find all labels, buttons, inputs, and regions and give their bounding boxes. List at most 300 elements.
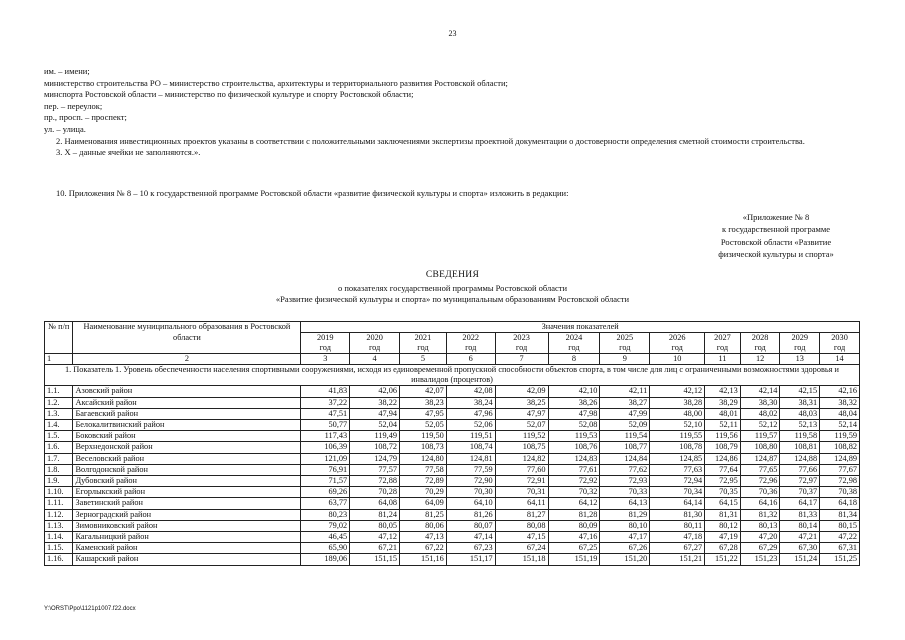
indicator-value: 189,06: [301, 554, 350, 565]
indicator-value: 52,13: [780, 420, 820, 431]
indicator-value: 81,25: [400, 509, 447, 520]
indicator-value: 64,12: [548, 498, 600, 509]
indicator-value: 67,28: [705, 543, 741, 554]
column-index: 4: [350, 354, 400, 365]
indicator-value: 67,24: [495, 543, 548, 554]
row-number: 1.16.: [45, 554, 73, 565]
year-value: 2029: [791, 333, 809, 343]
indicator-value: 64,10: [446, 498, 495, 509]
header-values: Значения показателей: [301, 322, 860, 333]
note-3: 3. Х – данные ячейки не заполняются.».: [56, 147, 201, 158]
indicator-value: 124,89: [820, 453, 860, 464]
indicator-value: 108,82: [820, 442, 860, 453]
indicator-value: 117,43: [301, 431, 350, 442]
indicator-value: 72,98: [820, 476, 860, 487]
year-value: 2026: [668, 333, 686, 343]
note-line: пер. – переулок;: [44, 100, 103, 111]
indicator-value: 72,89: [400, 476, 447, 487]
indicator-value: 119,54: [600, 431, 650, 442]
indicator-value: 47,97: [495, 408, 548, 419]
document-subtitle: [0, 283, 905, 305]
indicator-value: 47,17: [600, 532, 650, 543]
row-number: 1.7.: [45, 453, 73, 464]
indicator-value: 77,60: [495, 464, 548, 475]
section-row: [45, 365, 860, 386]
indicator-value: 119,49: [350, 431, 400, 442]
year-unit: год: [368, 343, 381, 353]
indicator-value: 81,24: [350, 509, 400, 520]
indicator-value: 72,94: [650, 476, 705, 487]
indicator-value: 81,31: [705, 509, 741, 520]
municipality-name: Дубовский район: [73, 476, 301, 487]
indicator-value: 38,32: [820, 397, 860, 408]
header-name: Наименование муниципального образования в Ростовской области: [73, 322, 301, 354]
indicator-value: 119,58: [780, 431, 820, 442]
year-value: 2023: [513, 333, 530, 343]
table-row: [45, 453, 860, 464]
indicator-value: 52,14: [820, 420, 860, 431]
indicator-value: 151,22: [705, 554, 741, 565]
indicator-value: 67,30: [780, 543, 820, 554]
indicator-value: 65,90: [301, 543, 350, 554]
indicator-value: 151,17: [446, 554, 495, 565]
year-value: 2024: [565, 333, 583, 343]
indicator-value: 67,25: [548, 543, 600, 554]
municipality-name: Волгодонской район: [73, 464, 301, 475]
indicator-value: 46,45: [301, 532, 350, 543]
header-index-row: [45, 354, 860, 365]
indicator-value: 151,19: [548, 554, 600, 565]
year-unit: год: [568, 343, 580, 353]
year-unit: год: [319, 343, 331, 353]
indicator-value: 80,10: [600, 520, 650, 531]
indicator-value: 47,16: [548, 532, 600, 543]
indicator-value: 64,17: [780, 498, 820, 509]
indicator-value: 108,78: [650, 442, 705, 453]
indicator-value: 67,26: [600, 543, 650, 554]
indicator-value: 38,24: [446, 397, 495, 408]
indicator-value: 38,27: [600, 397, 650, 408]
indicator-value: 119,57: [740, 431, 780, 442]
indicator-value: 77,59: [446, 464, 495, 475]
indicator-value: 108,77: [600, 442, 650, 453]
indicator-value: 72,93: [600, 476, 650, 487]
indicator-value: 47,14: [446, 532, 495, 543]
appendix-line: к государственной программе: [721, 224, 831, 235]
year-value: 2021: [414, 333, 432, 343]
indicator-value: 70,33: [600, 487, 650, 498]
note-line: минспорта Ростовской области – министерство по физической культуре и спорту Ростовской области;: [44, 89, 414, 100]
indicator-value: 52,05: [400, 420, 447, 431]
indicator-value: 124,86: [705, 453, 741, 464]
indicator-value: 108,74: [446, 442, 495, 453]
table-row: [45, 509, 860, 520]
indicator-value: 38,30: [740, 397, 780, 408]
indicator-value: 119,53: [548, 431, 600, 442]
column-index: 12: [740, 354, 780, 365]
indicator-value: 124,88: [780, 453, 820, 464]
municipality-name: Аксайский район: [73, 397, 301, 408]
column-index: 1: [45, 354, 73, 365]
year-value: 2028: [751, 333, 769, 343]
year-value: 2025: [616, 333, 634, 343]
indicator-value: 47,22: [820, 532, 860, 543]
municipality-name: Зимовниковский район: [73, 520, 301, 531]
indicator-value: 38,23: [400, 397, 447, 408]
indicator-value: 47,98: [548, 408, 600, 419]
year-unit: год: [794, 343, 806, 353]
header-year: [495, 333, 548, 354]
indicator-value: 42,15: [780, 386, 820, 397]
indicator-value: 48,04: [820, 408, 860, 419]
row-number: 1.2.: [45, 397, 73, 408]
indicator-value: 38,26: [548, 397, 600, 408]
indicator-value: 70,37: [780, 487, 820, 498]
indicator-value: 79,02: [301, 520, 350, 531]
indicator-value: 119,52: [495, 431, 548, 442]
indicator-value: 108,75: [495, 442, 548, 453]
indicator-value: 77,66: [780, 464, 820, 475]
indicator-value: 108,79: [705, 442, 741, 453]
indicator-value: 80,05: [350, 520, 400, 531]
year-value: 2027: [714, 333, 731, 343]
table-row: [45, 386, 860, 397]
year-unit: год: [754, 343, 766, 353]
header-year: [350, 333, 400, 354]
indicator-value: 37,22: [301, 397, 350, 408]
indicator-value: 81,32: [740, 509, 780, 520]
indicator-value: 52,06: [446, 420, 495, 431]
indicator-value: 80,08: [495, 520, 548, 531]
indicator-value: 64,14: [650, 498, 705, 509]
indicator-value: 70,32: [548, 487, 600, 498]
header-year: [820, 333, 860, 354]
header-year: [301, 333, 350, 354]
indicator-value: 72,97: [780, 476, 820, 487]
indicator-value: 47,51: [301, 408, 350, 419]
indicator-value: 108,73: [400, 442, 447, 453]
indicator-value: 119,50: [400, 431, 447, 442]
indicator-value: 77,65: [740, 464, 780, 475]
indicator-value: 47,20: [740, 532, 780, 543]
indicator-value: 72,88: [350, 476, 400, 487]
year-value: 2030: [831, 333, 848, 343]
row-number: 1.10.: [45, 487, 73, 498]
indicator-value: 42,12: [650, 386, 705, 397]
indicator-value: 47,12: [350, 532, 400, 543]
indicator-value: 151,18: [495, 554, 548, 565]
indicator-value: 48,03: [780, 408, 820, 419]
year-value: 2019: [316, 333, 334, 343]
note-line: ул. – улица.: [44, 123, 86, 134]
indicator-value: 47,15: [495, 532, 548, 543]
column-index: 14: [820, 354, 860, 365]
table-row: [45, 476, 860, 487]
subtitle-line: о показателях государственной программы Ростовской области: [337, 283, 568, 293]
table-row: [45, 543, 860, 554]
indicator-value: 124,81: [446, 453, 495, 464]
indicator-value: 70,30: [446, 487, 495, 498]
indicator-value: 47,21: [780, 532, 820, 543]
indicator-value: 119,51: [446, 431, 495, 442]
indicator-value: 81,27: [495, 509, 548, 520]
table-row: [45, 442, 860, 453]
indicator-value: 108,80: [740, 442, 780, 453]
indicator-value: 81,26: [446, 509, 495, 520]
indicator-value: 81,33: [780, 509, 820, 520]
indicator-value: 70,36: [740, 487, 780, 498]
indicator-value: 124,79: [350, 453, 400, 464]
municipality-name: Веселовский район: [73, 453, 301, 464]
indicator-value: 77,58: [400, 464, 447, 475]
indicator-value: 124,83: [548, 453, 600, 464]
indicator-value: 52,11: [705, 420, 741, 431]
indicator-value: 67,29: [740, 543, 780, 554]
column-index: 11: [705, 354, 741, 365]
indicator-value: 47,95: [400, 408, 447, 419]
indicator-value: 42,10: [548, 386, 600, 397]
indicator-value: 81,28: [548, 509, 600, 520]
indicator-value: 47,19: [705, 532, 741, 543]
indicator-value: 70,28: [350, 487, 400, 498]
indicator-value: 67,21: [350, 543, 400, 554]
indicator-value: 38,25: [495, 397, 548, 408]
indicator-value: 42,14: [740, 386, 780, 397]
indicator-value: 67,27: [650, 543, 705, 554]
indicator-value: 42,11: [600, 386, 650, 397]
header-year: [446, 333, 495, 354]
indicator-value: 42,06: [350, 386, 400, 397]
table-row: [45, 408, 860, 419]
column-index: 5: [400, 354, 447, 365]
header-number: № п/п: [45, 322, 73, 354]
year-unit: год: [465, 343, 477, 353]
table-row: [45, 420, 860, 431]
indicator-value: 47,18: [650, 532, 705, 543]
indicator-value: 124,87: [740, 453, 780, 464]
header-year: [650, 333, 705, 354]
indicator-value: 64,08: [350, 498, 400, 509]
indicator-value: 63,77: [301, 498, 350, 509]
header-year: [780, 333, 820, 354]
indicator-value: 64,13: [600, 498, 650, 509]
table-row: [45, 397, 860, 408]
municipality-name: Зерноградский район: [73, 509, 301, 520]
column-index: 8: [548, 354, 600, 365]
column-index: 13: [780, 354, 820, 365]
indicator-value: 80,14: [780, 520, 820, 531]
table-row: [45, 532, 860, 543]
indicator-value: 41,83: [301, 386, 350, 397]
indicator-value: 67,23: [446, 543, 495, 554]
header-year: [740, 333, 780, 354]
row-number: 1.6.: [45, 442, 73, 453]
appendix-line: Ростовской области «Развитие: [720, 236, 832, 247]
indicator-value: 108,81: [780, 442, 820, 453]
column-index: 2: [73, 354, 301, 365]
file-path-footer: Y:\ORST\Ppo\1121p1007.f22.docx: [44, 606, 136, 612]
indicator-value: 48,02: [740, 408, 780, 419]
table-row: [45, 487, 860, 498]
indicator-value: 80,06: [400, 520, 447, 531]
table-row: [45, 498, 860, 509]
appendix-heading: [696, 211, 856, 260]
indicator-value: 72,96: [740, 476, 780, 487]
indicator-value: 38,28: [650, 397, 705, 408]
indicator-value: 151,20: [600, 554, 650, 565]
year-unit: год: [833, 343, 846, 353]
section-title: 1. Показатель 1. Уровень обеспеченности населения спортивными сооружениями, исходя из единовременной пропускной способности объектов спорта, в том числе для лиц с ограниченными возможностями здоровья и инвалидов (процентов): [45, 365, 860, 386]
indicator-value: 151,24: [780, 554, 820, 565]
indicator-value: 151,16: [400, 554, 447, 565]
indicator-value: 64,09: [400, 498, 447, 509]
year-unit: год: [716, 343, 729, 353]
table-row: [45, 520, 860, 531]
indicator-value: 47,13: [400, 532, 447, 543]
indicator-value: 119,56: [705, 431, 741, 442]
header-year: [600, 333, 650, 354]
indicator-value: 69,26: [301, 487, 350, 498]
indicator-value: 64,16: [740, 498, 780, 509]
municipality-name: Кагальницкий район: [73, 532, 301, 543]
row-number: 1.13.: [45, 520, 73, 531]
indicator-value: 64,11: [495, 498, 548, 509]
indicator-value: 108,76: [548, 442, 600, 453]
note-line: им. – имени;: [44, 66, 90, 76]
column-index: 7: [495, 354, 548, 365]
indicator-value: 71,57: [301, 476, 350, 487]
indicator-value: 80,12: [705, 520, 741, 531]
column-index: 10: [650, 354, 705, 365]
page-number: 23: [448, 29, 457, 38]
indicator-value: 77,63: [650, 464, 705, 475]
indicator-value: 77,62: [600, 464, 650, 475]
row-number: 1.11.: [45, 498, 73, 509]
indicator-value: 72,90: [446, 476, 495, 487]
indicator-value: 151,23: [740, 554, 780, 565]
indicator-value: 50,77: [301, 420, 350, 431]
note-2: 2. Наименования инвестиционных проектов указаны в соответствии с положительными заключениями экспертизы проектной документации о достоверности определения сметной стоимости строительства.: [56, 135, 805, 146]
indicator-value: 121,09: [301, 453, 350, 464]
subtitle-line: «Развитие физической культуры и спорта» по муниципальным образованиям Ростовской области: [275, 294, 630, 304]
column-index: 6: [446, 354, 495, 365]
indicator-value: 124,85: [650, 453, 705, 464]
indicator-value: 48,00: [650, 408, 705, 419]
indicator-value: 80,15: [820, 520, 860, 531]
indicator-value: 119,55: [650, 431, 705, 442]
indicator-value: 151,21: [650, 554, 705, 565]
indicator-value: 80,13: [740, 520, 780, 531]
abbreviation-notes: [44, 66, 864, 159]
header-year: [400, 333, 447, 354]
municipality-name: Багаевский район: [73, 408, 301, 419]
indicator-value: 52,08: [548, 420, 600, 431]
indicator-value: 81,30: [650, 509, 705, 520]
indicator-value: 67,22: [400, 543, 447, 554]
row-number: 1.8.: [45, 464, 73, 475]
municipality-name: Заветинский район: [73, 498, 301, 509]
indicator-value: 77,61: [548, 464, 600, 475]
table-row: [45, 464, 860, 475]
indicator-value: 42,16: [820, 386, 860, 397]
indicator-value: 81,29: [600, 509, 650, 520]
indicator-value: 38,31: [780, 397, 820, 408]
indicator-value: 64,15: [705, 498, 741, 509]
indicator-value: 80,09: [548, 520, 600, 531]
indicator-value: 124,84: [600, 453, 650, 464]
indicator-value: 151,25: [820, 554, 860, 565]
indicator-value: 81,34: [820, 509, 860, 520]
row-number: 1.12.: [45, 509, 73, 520]
indicator-value: 47,94: [350, 408, 400, 419]
indicator-value: 80,07: [446, 520, 495, 531]
note-line: пр., просп. – проспект;: [44, 112, 127, 123]
indicator-value: 67,31: [820, 543, 860, 554]
indicator-value: 72,92: [548, 476, 600, 487]
indicator-value: 72,95: [705, 476, 741, 487]
indicator-value: 48,01: [705, 408, 741, 419]
appendix-line: «Приложение № 8: [742, 212, 810, 222]
indicator-value: 72,91: [495, 476, 548, 487]
header-year: [548, 333, 600, 354]
year-value: 2022: [462, 333, 480, 343]
row-number: 1.5.: [45, 431, 73, 442]
year-unit: год: [417, 343, 429, 353]
indicator-value: 42,07: [400, 386, 447, 397]
indicator-value: 70,29: [400, 487, 447, 498]
row-number: 1.3.: [45, 408, 73, 419]
indicators-table: [44, 321, 860, 566]
indicator-value: 52,12: [740, 420, 780, 431]
indicator-value: 70,35: [705, 487, 741, 498]
indicator-value: 124,82: [495, 453, 548, 464]
indicator-value: 38,29: [705, 397, 741, 408]
indicator-value: 77,67: [820, 464, 860, 475]
indicator-value: 52,07: [495, 420, 548, 431]
indicator-value: 80,11: [650, 520, 705, 531]
indicator-value: 119,59: [820, 431, 860, 442]
indicator-value: 106,39: [301, 442, 350, 453]
indicator-value: 52,10: [650, 420, 705, 431]
row-number: 1.9.: [45, 476, 73, 487]
municipality-name: Кашарский район: [73, 554, 301, 565]
indicator-value: 42,09: [495, 386, 548, 397]
year-value: 2020: [366, 333, 383, 343]
header-year: [705, 333, 741, 354]
indicator-value: 108,72: [350, 442, 400, 453]
year-unit: год: [671, 343, 683, 353]
row-number: 1.1.: [45, 386, 73, 397]
indicator-value: 38,22: [350, 397, 400, 408]
indicator-value: 70,38: [820, 487, 860, 498]
indicator-value: 80,23: [301, 509, 350, 520]
row-number: 1.14.: [45, 532, 73, 543]
row-number: 1.15.: [45, 543, 73, 554]
municipality-name: Азовский район: [73, 386, 301, 397]
indicator-value: 64,18: [820, 498, 860, 509]
indicator-value: 42,08: [446, 386, 495, 397]
indicator-value: 42,13: [705, 386, 741, 397]
indicator-value: 151,15: [350, 554, 400, 565]
indicator-value: 47,96: [446, 408, 495, 419]
municipality-name: Белокалитвинский район: [73, 420, 301, 431]
indicator-value: 70,31: [495, 487, 548, 498]
table-row: [45, 431, 860, 442]
municipality-name: Егорлыкский район: [73, 487, 301, 498]
appendix-line: физической культуры и спорта»: [718, 248, 834, 259]
indicator-value: 52,04: [350, 420, 400, 431]
column-index: 9: [600, 354, 650, 365]
